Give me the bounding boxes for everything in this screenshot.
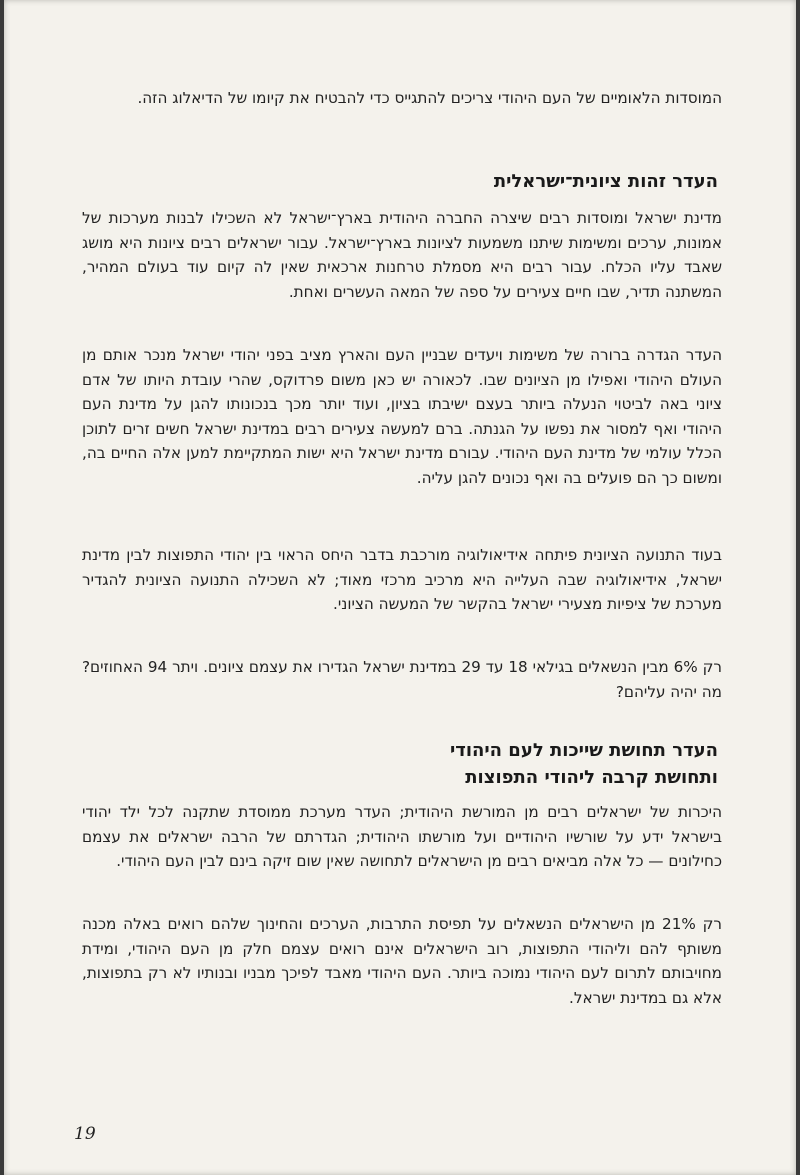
- paragraph-text: העדר הגדרה ברורה של משימות ויעדים שבניין העם והארץ מציב בפני יהודי ישראל מנכר אותם מן העולם היהודי ואפילו מן הציונים שבו. לכאורה יש כאן משום פרדוקס, שהרי עובדת היותו של אדם ציוני באה לביטוי הנעלה ביותר בעצם ישיבתו בציון, ועוד יותר מכך בנכונותו להגן על מדינת העם היהודי ואף למסור את נפשו על הגנתה. ברם למעשה צעירים רבים במדינת ישראל חשים זרים לתוכן הכלל עולמי של מדינת העם היהודי. עבורם מדינת ישראל היא ישות המתקיימת למען אלה החיים בה, ומשום כך הם פועלים בה ואף נכונים להגן עליה.: [82, 346, 722, 487]
- belonging-paragraph-2: [82, 912, 722, 1010]
- zionist-paragraph-3: [82, 543, 722, 617]
- section-heading-belonging-line2: ותחושת קרבה ליהודי התפוצות: [465, 767, 718, 788]
- section-heading-belonging-line1: העדר תחושת שייכות לעם היהודי: [449, 740, 718, 761]
- paragraph-text: רק 21% מן הישראלים הנשאלים על תפיסת התרבות, הערכים והחינוך שלהם רואים באלה מכנה משותף להם וליהודי התפוצות, רוב הישראלים אינם רואים עצמם חלק מן העם היהודי, ומידת מחויבותם לתרום לעם היהודי נמוכה ביותר. העם היהודי מאבד לפיכך מבניו ובנותיו לא רק בתפוצות, אלא גם במדינת ישראל.: [82, 915, 722, 1007]
- zionist-paragraph-4: [82, 655, 722, 704]
- paragraph-text: בעוד התנועה הציונית פיתחה אידיאולוגיה מורכבת בדבר היחס הראוי בין יהודי התפוצות לבין מדינת ישראל, אידיאולוגיה שבה העלייה היא מרכיב מרכזי מאוד; לא השכילה התנועה הציונית להגדיר מערכת של ציפיות מצעירי ישראל בהקשר של המעשה הציוני.: [82, 546, 722, 614]
- zionist-paragraph-2: [82, 343, 722, 491]
- document-page: [4, 0, 796, 1175]
- intro-text: המוסדות הלאומיים של העם היהודי צריכים להתגייס כדי להבטיח את קיומו של הדיאלוג הזה.: [137, 89, 722, 107]
- intro-paragraph: [82, 86, 722, 111]
- paragraph-text: מדינת ישראל ומוסדות רבים שיצרה החברה היהודית בארץ־ישראל לא השכילו לבנות מערכות של אמונות, ערכים ומשימות שיתנו משמעות לציונות בארץ־ישראל. עבור ישראלים רבים ציונות היא מושג שאבד עליו הכלח. עבור רבים היא מסמלת טרחנות ארכאית שאין לה קיום עוד בעולם המהיר, המשתנה תדיר, שבו חיים צעירים על ספה של המאה העשרים ואחת.: [82, 209, 722, 301]
- section-heading-zionist-identity: העדר זהות ציונית־ישראלית: [493, 171, 718, 192]
- belonging-paragraph-1: [82, 800, 722, 874]
- paragraph-text: רק 6% מבין הנשאלים בגילאי 18 עד 29 במדינת ישראל הגדירו את עצמם ציונים. ויתר 94 האחוזים? מה יהיה עליהם?: [82, 658, 722, 701]
- zionist-paragraph-1: [82, 206, 722, 304]
- paragraph-text: היכרות של ישראלים רבים מן המורשת היהודית; העדר מערכת ממוסדת שתקנה לכל ילד יהודי בישראל ידע על שורשיו היהודיים ועל מורשתו היהודית; הגדרתם של הרבה ישראלים את עצמם כחילונים — כל אלה מביאים רבים מן הישראלים לתחושה שאין שום זיקה בינם לבין העם היהודי.: [82, 803, 722, 871]
- page-number: 19: [74, 1124, 96, 1144]
